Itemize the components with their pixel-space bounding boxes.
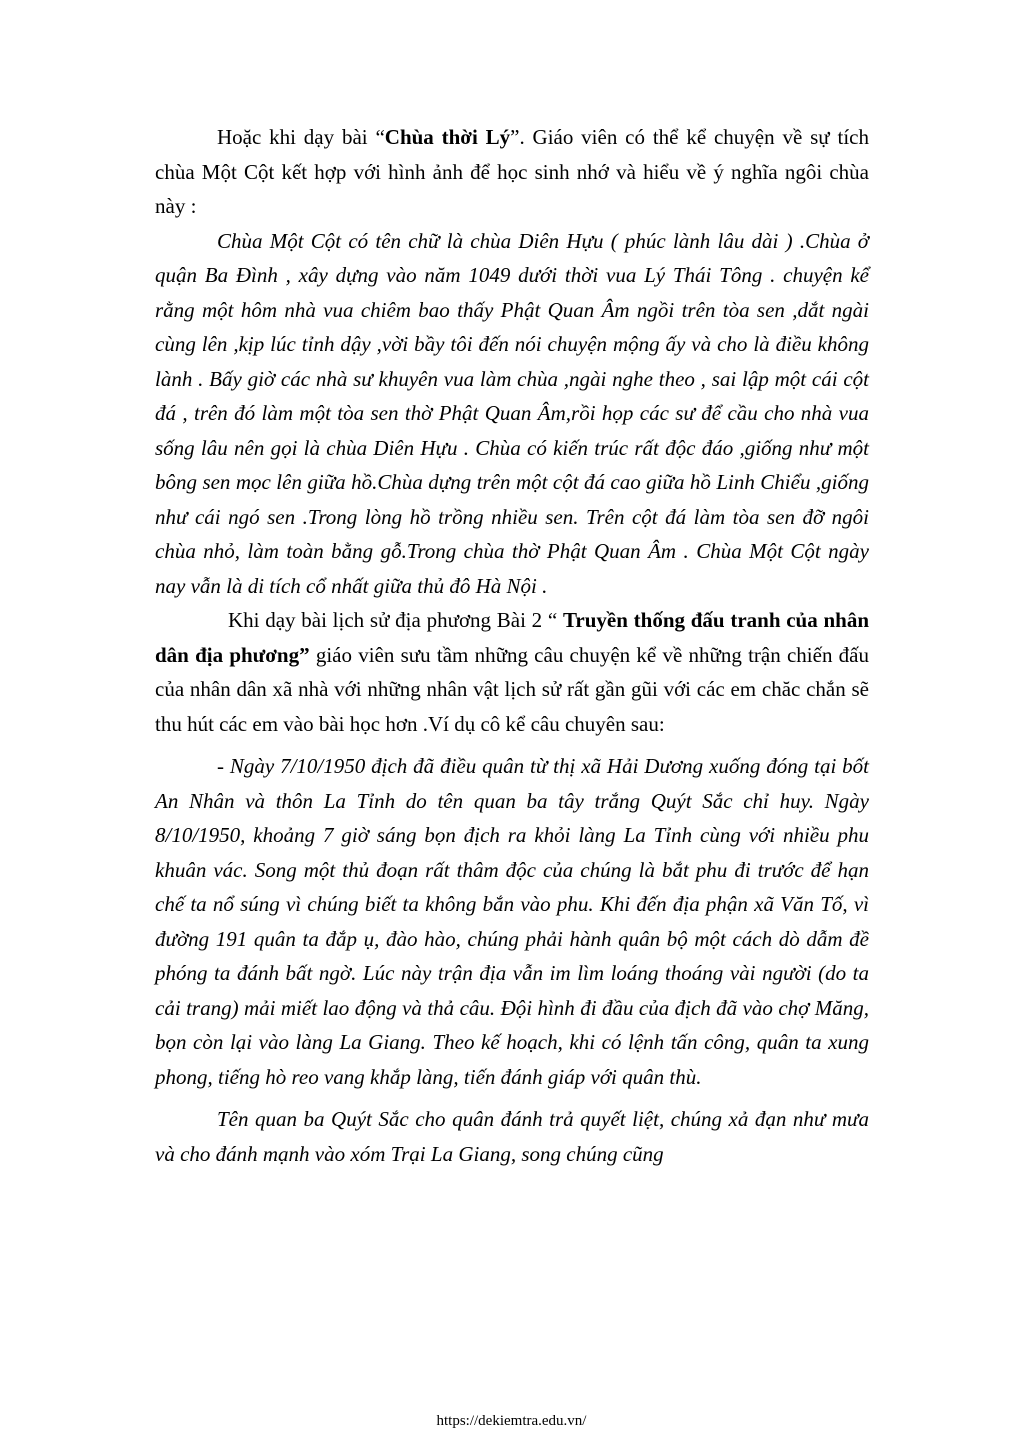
paragraph-text: Hoặc khi dạy bài “ <box>217 125 385 149</box>
footer-url: https://dekiemtra.edu.vn/ <box>436 1413 587 1429</box>
paragraph-story-continued: Tên quan ba Quýt Sắc cho quân đánh trả quyết liệt, chúng xả đạn như mưa và cho đánh mạnh vào xóm Trại La Giang, song chúng cũng <box>155 1107 869 1166</box>
lesson-title-bold: Truyền thống đấu tranh của nhân dân địa phương” <box>155 608 869 667</box>
document-body <box>155 120 869 1171</box>
paragraph-story-chua-mot-cot: Chùa Một Cột có tên chữ là chùa Diên Hựu ( phúc lành lâu dài ) .Chùa ở quận Ba Đình , xây dựng vào năm 1049 dưới thời vua Lý Thái Tông . chuyện kể rằng một hôm nhà vua chiêm bao thấy Phật Quan Âm ngồi trên tòa sen ,dắt ngài cùng lên ,kịp lúc tỉnh dậy ,vời bầy tôi đến nói chuyện mộng ấy và cho là điều không lành . Bấy giờ các nhà sư khuyên vua làm chùa ,ngài nghe theo , sai lập một cái cột đá , trên đó làm một tòa sen thờ Phật Quan Âm,rồi họp các sư để cầu cho nhà vua sống lâu nên gọi là chùa Diên Hựu . Chùa có kiến trúc rất độc đáo ,giống như một bông sen mọc lên giữa hồ.Chùa dựng trên một cột đá cao giữa hồ Linh Chiểu ,giống như cái ngó sen .Trong lòng hồ trồng nhiều sen. Trên cột đá làm tòa sen đỡ ngôi chùa nhỏ, làm toàn bằng gỗ.Trong chùa thờ Phật Quan Âm . Chùa Một Cột ngày nay vẫn là di tích cổ nhất giữa thủ đô Hà Nội . <box>155 228 869 598</box>
paragraph-text: ”. Giáo viên có thể kể chuyện về sự tích chùa Một Cột kết hợp với hình ảnh để học sinh nhớ và hiểu về ý nghĩa ngôi chùa này : <box>155 125 869 218</box>
paragraph-text: giáo viên sưu tầm những câu chuyện kể về những trận chiến đấu của nhân dân xã nhà với những nhân vật lịch sử rất gần gũi với các em chăc chắn sẽ thu hút các em vào bài học hơn .Ví dụ cô kể câu chuyên sau: <box>155 642 869 736</box>
paragraph-text: Khi dạy bài lịch sử địa phương Bài 2 “ <box>228 608 563 632</box>
paragraph-story-battle: - Ngày 7/10/1950 địch đã điều quân từ thị xã Hải Dương xuống đóng tại bốt An Nhân và thôn La Tỉnh do tên quan ba tây trắng Quýt Sắc chỉ huy. Ngày 8/10/1950, khoảng 7 giờ sáng bọn địch ra khỏi làng La Tỉnh cùng với nhiều phu khuân vác. Song một thủ đoạn rất thâm độc của chúng là bắt phu đi trước để hạn chế ta nổ súng vì chúng biết ta không bắn vào phu. Khi đến địa phận xã Văn Tố, vì đường 191 quân ta đắp ụ, đào hào, chúng phải hành quân bộ một cách dò dẫm đề phóng ta đánh bất ngờ. Lúc này trận địa vẫn im lìm loáng thoáng vài người (do ta cải trang) mải miết lao động và thả câu. Đội hình đi đầu của địch đã vào chợ Măng, bọn còn lại vào làng La Giang. Theo kế hoạch, khi có lệnh tấn công, quân ta xung phong, tiếng hò reo vang khắp làng, tiến đánh giáp với quân thù. <box>155 754 869 1089</box>
paragraph-intro-lich-su-dia-phuong <box>155 603 869 741</box>
paragraph-intro-chua-thoi-ly <box>155 120 869 224</box>
lesson-title-bold: Chùa thời Lý <box>384 125 511 149</box>
